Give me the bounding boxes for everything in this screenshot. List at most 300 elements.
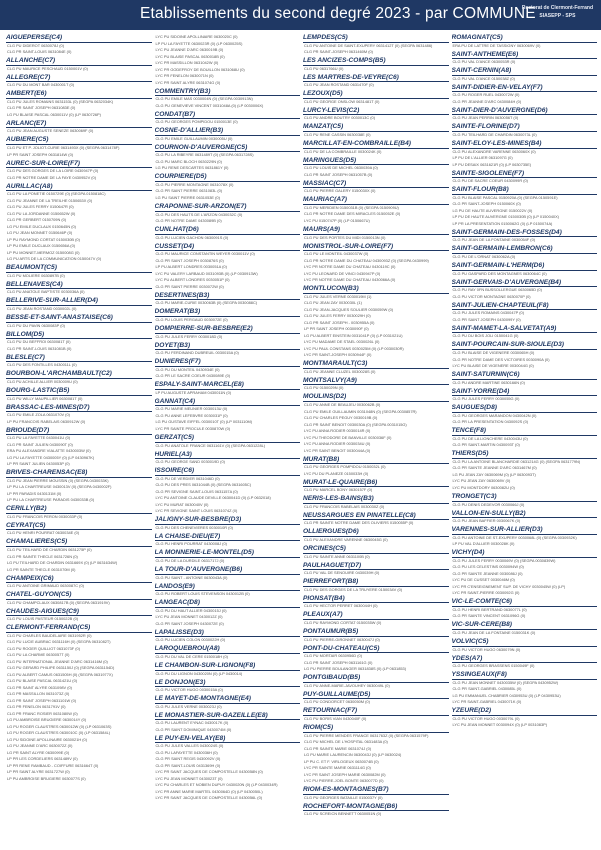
commune-name: COURPIERE(D5) <box>155 173 301 182</box>
school-entry: LYC PU JEAN MONNET 0430023T (0) <box>155 775 223 781</box>
school-entry: CLG PU BLAISE DE VIGENERE 0030065H (0) <box>452 350 535 355</box>
school-entry: CLG PU LAURENT EYNAC 0430017K (0) <box>155 720 229 726</box>
school-entry: CLG PR MASSILLON 0631073Z (0) <box>7 691 70 697</box>
school-entry: CLG PU JEAN PIERRE MOUSSIN (0) (SEGPA 0430033K) <box>7 477 109 483</box>
school-entry: CLG PU EMILE GUILLAUMIN 0031048N (0) (SEGPA 0030857R) <box>304 408 417 414</box>
commune-name: RIOM(C5) <box>303 724 449 733</box>
school-entry: CLG PU GEORGES POMPIDOU 0150013E (0) <box>155 119 238 125</box>
commune-name: AUREC-SUR-LOIRE(F7) <box>6 160 152 169</box>
school-entry: LP PR PARADIS 0430131M (0) <box>7 490 62 496</box>
school-entry: CLG PU RAYMOND CORTAT 0150035W (0) <box>304 619 382 625</box>
school-entry: CLG PU DU PAVIN 0630083P (0) <box>7 322 65 328</box>
commune-group <box>452 34 598 49</box>
school-entry: CLG PU GEORGES BATAILLE 0150037Y (0) <box>304 794 383 800</box>
commune-name: CUNLHAT(D6) <box>155 226 301 235</box>
commune-group <box>155 226 301 241</box>
school-entry: CLG PU ROBERT LOUIS STEVENSON 0430012B (0) <box>155 591 250 597</box>
school-entry: CLG PU DES HAUTS DE L'ARZON 0430032C (0) <box>155 211 243 217</box>
school-entry: LYC PU JEAN MONNET 0430012Z (0) <box>155 614 223 620</box>
commune-name: PAULHAGUET(D7) <box>303 562 449 571</box>
school-entry: CLG PU MOLIERE 0630897B (0) <box>7 272 65 278</box>
commune-name: PIONSAT(B4) <box>303 595 449 604</box>
commune-name: PONTAUMUR(B5) <box>303 628 449 637</box>
school-entry: CLG PU LA JORDANNE 0150652W (0) <box>7 210 76 216</box>
school-entry: CLG PU ANNE DE BEAUJEU 0030062B (0) <box>304 402 381 407</box>
commune-group <box>6 505 152 520</box>
school-entry: CLG PR SAINTE JEANNE D'ARC 0631467M (0) <box>452 465 537 471</box>
school-entry: LP PU AUGUSTE APRAHAM 0430011N (0) <box>155 389 232 395</box>
commune-group <box>6 538 152 573</box>
commune-name: SAINT-FLOUR(B8) <box>452 186 598 195</box>
commune-name: ROCHEFORT-MONTAGNE(B6) <box>303 803 449 812</box>
school-entry: CLG PU DE SACRE COEUR 0430099R (0) <box>452 178 528 184</box>
school-entry: LYC PU CHARLES ET NOBIEN DUPUY 0430020N (0) (LP 0430034R) <box>155 782 278 788</box>
school-entry: ERA PU DE LATTRE DE TASSIGNY 0630069V (0) <box>452 42 541 48</box>
school-entry: CLG PU JEAN PERRIN 0630056T (0) <box>452 115 519 121</box>
commune-group <box>303 360 449 375</box>
commune-name: COSNE-D'ALLIER(B3) <box>155 127 301 136</box>
commune-group <box>6 469 152 504</box>
school-entry: LG PU ROGER CLAUSTRES 0630010C (0) (LP 0631584L) <box>7 730 111 736</box>
commune-name: NERIS-LES-BAINS(B3) <box>303 495 449 504</box>
school-entry: CLG PR SAINT-LOUIS 0431369H (0) <box>155 762 221 768</box>
commune-group <box>6 427 152 468</box>
school-entry: CLG PU HECTOR PERRET 0630044H (0) <box>304 603 378 609</box>
school-entry: CLG PU LOUIS DE MICHEL 0630039A (0) <box>304 165 378 171</box>
school-entry: CLG PU BLAISE PASCAL 0150920A (0) (SEGPA 0150591E) <box>452 194 558 200</box>
commune-group <box>155 695 301 710</box>
commune-column <box>452 34 598 846</box>
commune-name: SAINT-GERMAIN-DES-FOSSES(D4) <box>452 229 598 238</box>
school-entry: CLG PU EMILE ZOLA 0631070V (0) <box>7 412 70 418</box>
school-entry: CLG PU DIDEROT 0630078J (0) <box>7 42 65 48</box>
school-entry: CLG PU JEAN ROSTAND 0030002L (0) <box>7 306 77 312</box>
commune-group <box>6 404 152 426</box>
commune-group <box>303 74 449 89</box>
school-entry: LYC PR SAINT-PIERRE 0030092G (0) <box>452 590 520 596</box>
school-entry: LYC PR SAINT JACQUES DE COMPOSTELLE 0430058N (0) <box>155 769 263 775</box>
school-entry: LG PU TEILHARD DE CHARDIN 0631669X (0) (LP 0631634W) <box>7 560 118 566</box>
commune-name: LE MONASTIER-SUR-GAZEILLE(E8) <box>155 712 301 721</box>
school-entry: LP PU FRANCOIS RABELAIS 0630912W (0) <box>7 418 86 424</box>
commune-name: DUNIERES(F7) <box>155 358 301 367</box>
commune-name: DESERTINES(B3) <box>155 292 301 301</box>
school-entry: LYC PU DU PLANEZE 0150033H (0) <box>304 470 369 476</box>
school-entry: LYC PU VALERY LARBAUD 0031093B (0) (LP 0030913W) <box>155 270 258 276</box>
school-entry: CLG PU JULES FERRY 0030018D (0) <box>155 333 223 339</box>
commune-group <box>303 691 449 706</box>
school-entry: LG PU AMBROISE BRUGIERE 0630014Y (0) <box>7 717 87 723</box>
school-entry: CLG PU SAINTE ANNE 0631100B (0) <box>304 553 370 559</box>
school-entry: LG PU ROGER CLAUSTRES 0630012W (0) (LP 0631063S) <box>7 723 112 729</box>
school-entry: CLG PU JULES ROMAINS 0631153L (0) (SEGPA 0632034K) <box>7 98 114 104</box>
commune-group <box>303 456 449 478</box>
commune-name: DOYET(B3) <box>155 342 301 351</box>
commune-group <box>6 314 152 329</box>
school-entry: LYC PU SIDOINE APOLLINAIRE 0630020C (0) <box>155 34 238 39</box>
commune-group <box>155 243 301 291</box>
school-entry: LYC PU LEONARD DE VINCI 0430947P (0) <box>304 270 381 276</box>
commune-group <box>155 325 301 340</box>
school-entry: LG PU ALBERT EINSTEIN 0031041P (0) (LP 0031021U) <box>304 332 403 338</box>
school-entry: CLG PU CHARLES BAUDELAIRE 0631952R (0) <box>7 632 92 638</box>
commune-name: SAINTE-SIGOLENE(F7) <box>452 170 598 179</box>
school-entry: LYC PU ANNA RODIER 0030014R (0) <box>304 428 371 433</box>
school-entry: CLG PU LUCIEN GACHON 0630091S (0) <box>155 234 229 240</box>
school-entry: CLG PU DU BOIS JOLI 0150041G (0) <box>452 333 519 339</box>
school-entry: LP PU DE L'ALLIER 0631097G (0) <box>452 155 513 161</box>
commune-name: THIERS(D5) <box>452 450 598 459</box>
commune-name: DOMPIERRE-SUR-BESBRE(E2) <box>155 325 301 334</box>
school-entry: CLG PR NOTRE DAME DU CHATEAU 0430093Z (0) (SEGPA 0430999) <box>304 257 429 263</box>
commune-columns <box>6 34 597 846</box>
commune-group <box>303 528 449 543</box>
school-entry: CLG PR SAINT JOSEPH 0631057B (0) <box>304 171 373 177</box>
commune-group <box>155 533 301 548</box>
commune-name: TRONGET(C3) <box>452 493 598 502</box>
school-entry: CLG PU PIERRE-GIRONNET 0630047J (0) <box>304 636 380 642</box>
school-entry: CLG PU DU VAL DE CERE 0150018H (0) <box>155 653 228 659</box>
school-entry: CLG PU WILLY MAUPILLIER 0630081T (0) <box>7 395 83 401</box>
commune-group <box>303 724 449 785</box>
school-entry: CLG PR JEANNE D'ARC 0430084H (0) <box>452 98 522 104</box>
school-entry: CLG PU MARIE-CURIE 0030063B (0) (SEGPA 0030088C) <box>155 300 258 306</box>
commune-name: VIC-LE-COMTE(C6) <box>452 598 598 607</box>
school-entry: LP PU DE HAUTE AUVERGNE 0150030B (0) (LP 0150040X) <box>452 214 559 220</box>
commune-group <box>452 140 598 168</box>
commune-group <box>155 662 301 677</box>
commune-group <box>6 370 152 385</box>
commune-name: CHAMPEIX(C6) <box>6 575 152 584</box>
commune-name: LAPALISSE(D3) <box>155 629 301 638</box>
school-entry: CLG PU MARIE MEUNIER 0030013U (0) <box>155 406 228 412</box>
commune-group <box>155 88 301 110</box>
commune-group <box>6 591 152 606</box>
commune-name: TENCE(F8) <box>452 427 598 436</box>
commune-name: LA CHAISE-DIEU(E7) <box>155 533 301 542</box>
commune-group <box>6 90 152 118</box>
commune-group <box>155 451 301 466</box>
commune-name: AIGUEPERSE(C4) <box>6 34 152 43</box>
school-entry: CLG PU HENRI POURRAT 0630034E (0) <box>7 530 80 536</box>
school-entry: LYC PU BLAISE PASCAL 0630018B (0) <box>155 53 225 59</box>
commune-name: SAUGUES(D8) <box>452 404 598 413</box>
school-entry: CLG PR SAINT REGIS 0430092V (0) <box>155 756 221 762</box>
school-entry: CLG PU EMILE MAS 0030004N (0) (SEGPA 0030913N) <box>155 96 253 102</box>
commune-group <box>452 262 598 277</box>
commune-name: PONTGIBAUD(B5) <box>303 674 449 683</box>
commune-name: SAINT-DIER-D'AUVERGNE(D6) <box>452 107 598 116</box>
commune-group <box>155 566 301 581</box>
commune-name: BELLERIVE-SUR-ALLIER(D4) <box>6 297 152 306</box>
school-entry: CLG PR GERBERT 0150709N (0) <box>7 217 67 223</box>
rectorat-line-1: Rectorat de Clermont-Ferrand <box>521 5 593 11</box>
school-entry: CLG PR SAINTE MARIE 0631074J (0) <box>304 745 372 751</box>
school-entry: CLG PU 0150029N (0) <box>304 385 344 391</box>
commune-name: SAINT-MAMET-LA-SALVETAT(A9) <box>452 325 598 334</box>
commune-group <box>6 387 152 402</box>
commune-name: MURAT(B8) <box>303 456 449 465</box>
school-entry: LG PR SAINTE THECLE 0631070M (0) <box>7 566 76 572</box>
school-entry: LG PU BLAISE PASCAL 0630011V (0) (LP 0630726P) <box>7 111 101 117</box>
school-entry: LYC PR SAINT JOSEPH MARIE 0630082M (0) <box>304 771 386 777</box>
school-entry: LYC PU JEANNE D'ARC 0630019B (0) <box>155 47 224 52</box>
school-entry: ERA PU ALEXANDRE VIALATTE 0430003W (0) <box>7 448 91 454</box>
school-entry: LYC PU MADAME DE STAEL 0030026L (0) <box>304 339 380 345</box>
school-entry: CLG PU MAURICE CONSTANTIN WEYER 0030011V (0) <box>155 251 255 257</box>
school-entry: CLG PU DU MONT BAR 0430001T (0) <box>7 82 75 88</box>
school-entry: LYC PU ALBERT LONDRES 0030051P (0) <box>155 277 230 283</box>
commune-name: CHAMALIERES(C5) <box>6 538 152 547</box>
school-entry: CLG PU LE MONTEIL 0430037W (0) <box>304 251 369 257</box>
commune-group <box>452 671 598 706</box>
commune-group <box>303 285 449 359</box>
commune-group <box>303 90 449 105</box>
commune-name: MAURIAC(A7) <box>303 196 449 205</box>
commune-name: LE MAYET-DE-MONTAGNE(E4) <box>155 695 301 704</box>
commune-group <box>452 279 598 301</box>
school-entry: CLG PR SAINT-LOUIS 0631081B (0) <box>7 345 72 351</box>
school-entry: CLG PR FRANC ROSIER 0631080W (0) <box>7 710 78 716</box>
school-entry: CLG PR FENELON 0631791V (0) <box>7 704 66 710</box>
commune-name: LES ANCIZES-COMPS(B5) <box>303 57 449 66</box>
commune-group <box>155 735 301 802</box>
school-entry: CLG PU JEAN ZAY 0030030L (1) <box>304 300 362 306</box>
school-entry: CLG PR SAINT DOMINIQUE 0430074M (0) <box>155 726 232 732</box>
school-entry: LG PU SAINT PIERRE 0631053E (0) <box>155 194 220 200</box>
school-entry: LYC PU MONTDORY 0630082U (0) <box>452 484 515 490</box>
school-entry: CLG PU GEORGES POMPIDOU 0150032L (0) <box>304 464 386 470</box>
school-entry: CLG PU LES CELESTINS 0030094W (0) <box>452 564 524 570</box>
commune-group <box>155 144 301 172</box>
school-entry: CLG PU DES CHENEVIERES 0030010R (0) <box>155 524 233 530</box>
school-entry: CLG PU LUCIE AUBRAC 0631116H (0) (SEGPA 0631082T) <box>7 639 111 645</box>
school-entry: CLG PU JULES FERRY 0030069V (0) (SEGPA 0030839W) <box>452 557 556 563</box>
commune-name: DOMERAT(B3) <box>155 308 301 317</box>
school-entry: CLG PU TEILHARD DE CHARDIN 0630073L (0) <box>452 132 537 138</box>
school-entry: LP PR LA PRESENTATION 0150062G (0) (LP 0150074A) <box>452 220 553 226</box>
school-entry: LP PU VAL D'ALLIER 0030028K (0) <box>452 541 515 547</box>
commune-name: AMBERT(E6) <box>6 90 152 99</box>
commune-group <box>155 342 301 357</box>
commune-group <box>6 331 152 353</box>
school-entry: CLG PU DE LA DURDILE 0631717J (0) <box>155 557 225 563</box>
commune-name: VICHY(D4) <box>452 549 598 558</box>
commune-name: ISSOIRE(C6) <box>155 467 301 476</box>
school-entry: CLG PR NOTRE DAME 0430089B (0) <box>155 218 222 224</box>
school-entry: LYC PR SEVIGNE SAINT LOUIS 0631074Z (0) <box>155 508 238 514</box>
school-entry: CLG PR SAINT JOSEPH 0631161G (0) <box>304 659 373 665</box>
commune-group <box>6 136 152 158</box>
commune-name: BRASSAC-LES-MINES(D7) <box>6 404 152 413</box>
commune-group <box>303 196 449 224</box>
commune-group <box>303 578 449 593</box>
commune-name: SAINT-GERMAIN-LEMBRON(C6) <box>452 245 598 254</box>
commune-name: SAINT-GERVAIS-D'AUVERGNE(B4) <box>452 279 598 288</box>
school-entry: LYC PR SAINTE PROCULE 0030870W (0) <box>155 425 231 431</box>
commune-group <box>452 493 598 508</box>
school-entry: LG PU ARTS DE LA COMMUNICATION 0150047V (0) <box>7 256 102 262</box>
commune-name: MONISTROL-SUR-LOIRE(F7) <box>303 243 449 252</box>
commune-group <box>303 545 449 560</box>
commune-name: PIERREFORT(B8) <box>303 578 449 587</box>
school-entry: LYC PU JEAN ZAY 0630069V (0) <box>452 478 511 484</box>
school-entry: CLG PU JULES ROMAINS 0430047P (0) <box>452 310 525 316</box>
commune-name: LANDOS(E9) <box>155 583 301 592</box>
school-entry: CLG PU ET P. JOLIOT-CURIE 0631493X (0) (SEGPA 0631478F) <box>7 145 120 151</box>
commune-name: MARCILLAT-EN-COMBRAILLE(B4) <box>303 140 449 149</box>
school-entry: LYC PR GODEFROY DE BOUILLON 0631068U (0) <box>155 66 245 72</box>
school-entry: LG PU LA FAYETTE 0430005Y (0) (LP 0430967K) <box>7 454 95 460</box>
commune-name: PONT-DU-CHATEAU(C5) <box>303 645 449 654</box>
commune-name: SAINT-JULIEN-CHAPTEUIL(F8) <box>452 302 598 311</box>
commune-name: ARLANC(E7) <box>6 120 152 129</box>
commune-group <box>155 629 301 644</box>
school-entry: LG PU PIERRE BOULANGER 0631838S (0) (LP 0631853) <box>304 666 406 672</box>
school-entry: CLG PU JULES VALLES 0430024S (0) <box>155 743 224 749</box>
commune-group <box>452 655 598 670</box>
school-entry: CLG PR SEVIGNE SAINT-LOUIS 0631157A (0) <box>155 488 238 494</box>
school-entry: LP PU LA CHARTREUSE 0430013V (0) (SEGPA 0430002F) <box>7 484 112 490</box>
school-entry: LP PU EMILE DUCLAUX 0150656A (0) <box>7 243 76 249</box>
school-entry: LYC PU JEAN MONNET 0030094X (0) (LP 0031083P) <box>452 722 548 728</box>
commune-group <box>452 84 598 106</box>
commune-group <box>155 467 301 515</box>
commune-group <box>303 628 449 643</box>
rectorat-line-2: SIASEPP - SPS <box>539 13 576 19</box>
commune-name: LAROQUEBROU(A8) <box>155 645 301 654</box>
commune-name: SAINT-CERNIN(A8) <box>452 67 598 76</box>
school-entry: CLG PU DES GORGES DE LA LOIRE 0430947P (0) <box>7 168 99 174</box>
commune-column <box>6 34 152 846</box>
commune-name: CERILLY(B2) <box>6 505 152 514</box>
school-entry: LP PU DESAIX 0631621R (0) (LP 0630735E) <box>452 161 532 167</box>
commune-group <box>155 645 301 660</box>
commune-name: ALLANCHE(C7) <box>6 57 152 66</box>
commune-name: LANGEAC(D8) <box>155 599 301 608</box>
commune-group <box>6 57 152 72</box>
school-entry: CLG PU LA CHARME 0630057T (0) <box>7 652 70 658</box>
school-entry: CLG PU GEORGES MARANDON 0430042N (0) <box>452 412 537 418</box>
school-entry: LYC PR SAINT-GABRIEL 0430071K (0) <box>452 699 522 705</box>
commune-group <box>452 51 598 66</box>
commune-group <box>6 120 152 135</box>
school-entry: CLG PU JEAN DE LA FONTAINE 0150031K (0) <box>452 630 536 636</box>
school-entry: LYC PR C'ENSEIGNEMENT SUP. DE VICHY 0030045W (0) (LP) <box>452 583 566 589</box>
school-entry: CLG PR LA PRESENTATION 0430092S (0) <box>452 419 529 425</box>
commune-name: BOURG-LASTIC(B5) <box>6 387 152 396</box>
school-entry: CLG PU LAFAYETTE 0430036H (0) <box>155 749 218 755</box>
school-entry: CLG PU FERDINAND DUBREUIL 0030015A (0) <box>155 350 239 356</box>
commune-name: CRAPONNE-SUR-ARZON(E7) <box>155 203 301 212</box>
commune-name: BEAUMONT(C5) <box>6 264 152 273</box>
commune-group <box>6 160 152 182</box>
commune-group <box>6 575 152 590</box>
school-entry: LP PR RENE RAMBAUD - COIFFURE 0631664T (0) <box>7 762 99 768</box>
school-entry: CLG PU DE LA COMBRAILLE 0030024K (0) <box>304 148 382 154</box>
school-entry: LYC PR SAINTE MARIE 0631114G (0) <box>304 765 371 770</box>
school-entry: LP PR SAINT ALYRE 0631727W (0) <box>7 769 70 775</box>
commune-name: CONDAT(B7) <box>155 111 301 120</box>
school-entry: CLG PU VICTOR HUGO 0630079N (0) <box>452 646 521 652</box>
commune-group <box>303 674 449 689</box>
school-entry: CLG PU PIERRE MENDES FRANCE 0631763Z (0) (SEGPA 0631579F) <box>304 732 429 738</box>
commune-group <box>303 562 449 577</box>
commune-name: RIOM-ES-MONTAGNES(B7) <box>303 786 449 795</box>
school-entry: CLG PR SAINT ALYRE 0631098V (0) <box>7 684 72 690</box>
school-entry: LYC PU PIERRE-JOEL BONTE 0630077D (0) <box>304 778 384 783</box>
commune-name: BELLENAVES(C4) <box>6 281 152 290</box>
commune-name: GERZAT(C5) <box>155 434 301 443</box>
commune-group <box>303 512 449 527</box>
school-entry: LYC PU BLAISE DE VIGENERE 0030044G (0) <box>452 363 534 368</box>
school-entry: CLG PU JULES FERRY 0030029H (0) <box>304 313 371 319</box>
school-entry: LP PR SAINT JOSEPH 0631814W (0) <box>7 151 74 157</box>
commune-group <box>452 598 598 620</box>
school-entry: CLG PU BORIS VIAN 0430040F (0) <box>304 715 367 721</box>
school-entry: CLG PR SAINTE VINCENT 0631096G (0) <box>452 613 526 619</box>
school-entry: CLG PU BLAISE PASCAL 0631421U (0) <box>7 678 78 684</box>
commune-name: MOULINS(D2) <box>303 393 449 402</box>
school-entry: CLG PU HENRI BERTRAND 0630077L (0) <box>452 606 527 612</box>
school-entry: CLG PR SAINT-MARTIN 0430093T (0) <box>452 442 520 448</box>
school-entry: CLG PU ALEXANDRE VARENNE 0630060X (0) <box>452 148 536 154</box>
commune-name: CHATEL-GUYON(C5) <box>6 591 152 600</box>
school-entry: CLG PU MICHEL DE L'HOSPITAL 0631483A (0) <box>304 739 388 744</box>
commune-group <box>452 107 598 122</box>
school-entry: CLG PU VICTOR MONTAGNE 0630070P (0) <box>452 293 531 299</box>
school-entry: LG PU RENE DESCARTES 0631861Y (0) <box>155 165 229 171</box>
commune-group <box>303 377 449 392</box>
commune-group <box>303 180 449 195</box>
commune-group <box>452 186 598 227</box>
school-entry: CLG PR SAINT JOSEPH 0430099Y (0) <box>452 316 521 322</box>
school-entry: CLG PU JULES VERNE 0030019M (1) <box>304 293 372 299</box>
commune-name: GANNAT(C4) <box>155 398 301 407</box>
commune-group <box>155 292 301 307</box>
commune-group <box>452 245 598 260</box>
commune-group <box>6 297 152 312</box>
school-entry: LYC PU ANTOINE CLAUDE DEVILLE 0630041D (0) (LP 0632018) <box>155 495 271 501</box>
school-entry: CLG PU LA PONETIE 0150729E (0) (SEGPA 0150818C) <box>7 191 106 197</box>
commune-group <box>452 123 598 138</box>
commune-group <box>155 203 301 225</box>
school-entry: CLG PU JULES FERRY 0030055G (0) <box>452 396 520 402</box>
school-entry: CLG PU CHARLES PEGUY 0030019B (0) <box>304 415 378 420</box>
school-entry: CLG PR SAINT JOSEPH - 0030955A (0) <box>304 319 375 325</box>
commune-name: LEMPDES(C5) <box>303 34 449 43</box>
school-entry: CLG PU CONDORCET 0630050M (0) <box>304 699 370 705</box>
commune-name: LE DONJON(E3) <box>155 679 301 688</box>
commune-name: MAURS(A9) <box>303 226 449 235</box>
school-entry: LP PR LES CORDELIERS 0631489V (0) <box>7 756 78 762</box>
commune-name: SAINT-YORRE(D4) <box>452 388 598 397</box>
commune-group <box>303 107 449 122</box>
commune-group <box>303 645 449 673</box>
commune-name: VOLVIC(C5) <box>452 638 598 647</box>
school-entry: LYC PU MURAT 0630040V (0) <box>155 501 209 507</box>
school-entry: CLG PR SAINT BENOIT 0030030A (0) (SEGPA 0031015G) <box>304 421 407 427</box>
commune-name: SAINT-SATURNIN(C6) <box>452 371 598 380</box>
school-entry: CLG PU JEAN-JACQUES SOULIER 0030059W (0) <box>304 306 394 312</box>
school-entry: CLG PU DU HAUT ALLIER 0430015J (0) <box>155 607 227 613</box>
school-entry: CLG PU JEAN AUGUSTE SENEZE 0630069F (0) <box>7 128 94 134</box>
school-entry: CLG PU RAY 0FN BUSSOLLERGUE 0630065D (0) <box>452 287 542 293</box>
commune-column <box>155 34 301 846</box>
commune-group <box>303 595 449 610</box>
school-entry: CLG PU DES PRES 0631044B (0) (SEGPA 0631605C) <box>155 482 252 488</box>
commune-name: JALIGNY-SUR-BESBRE(D3) <box>155 516 301 525</box>
